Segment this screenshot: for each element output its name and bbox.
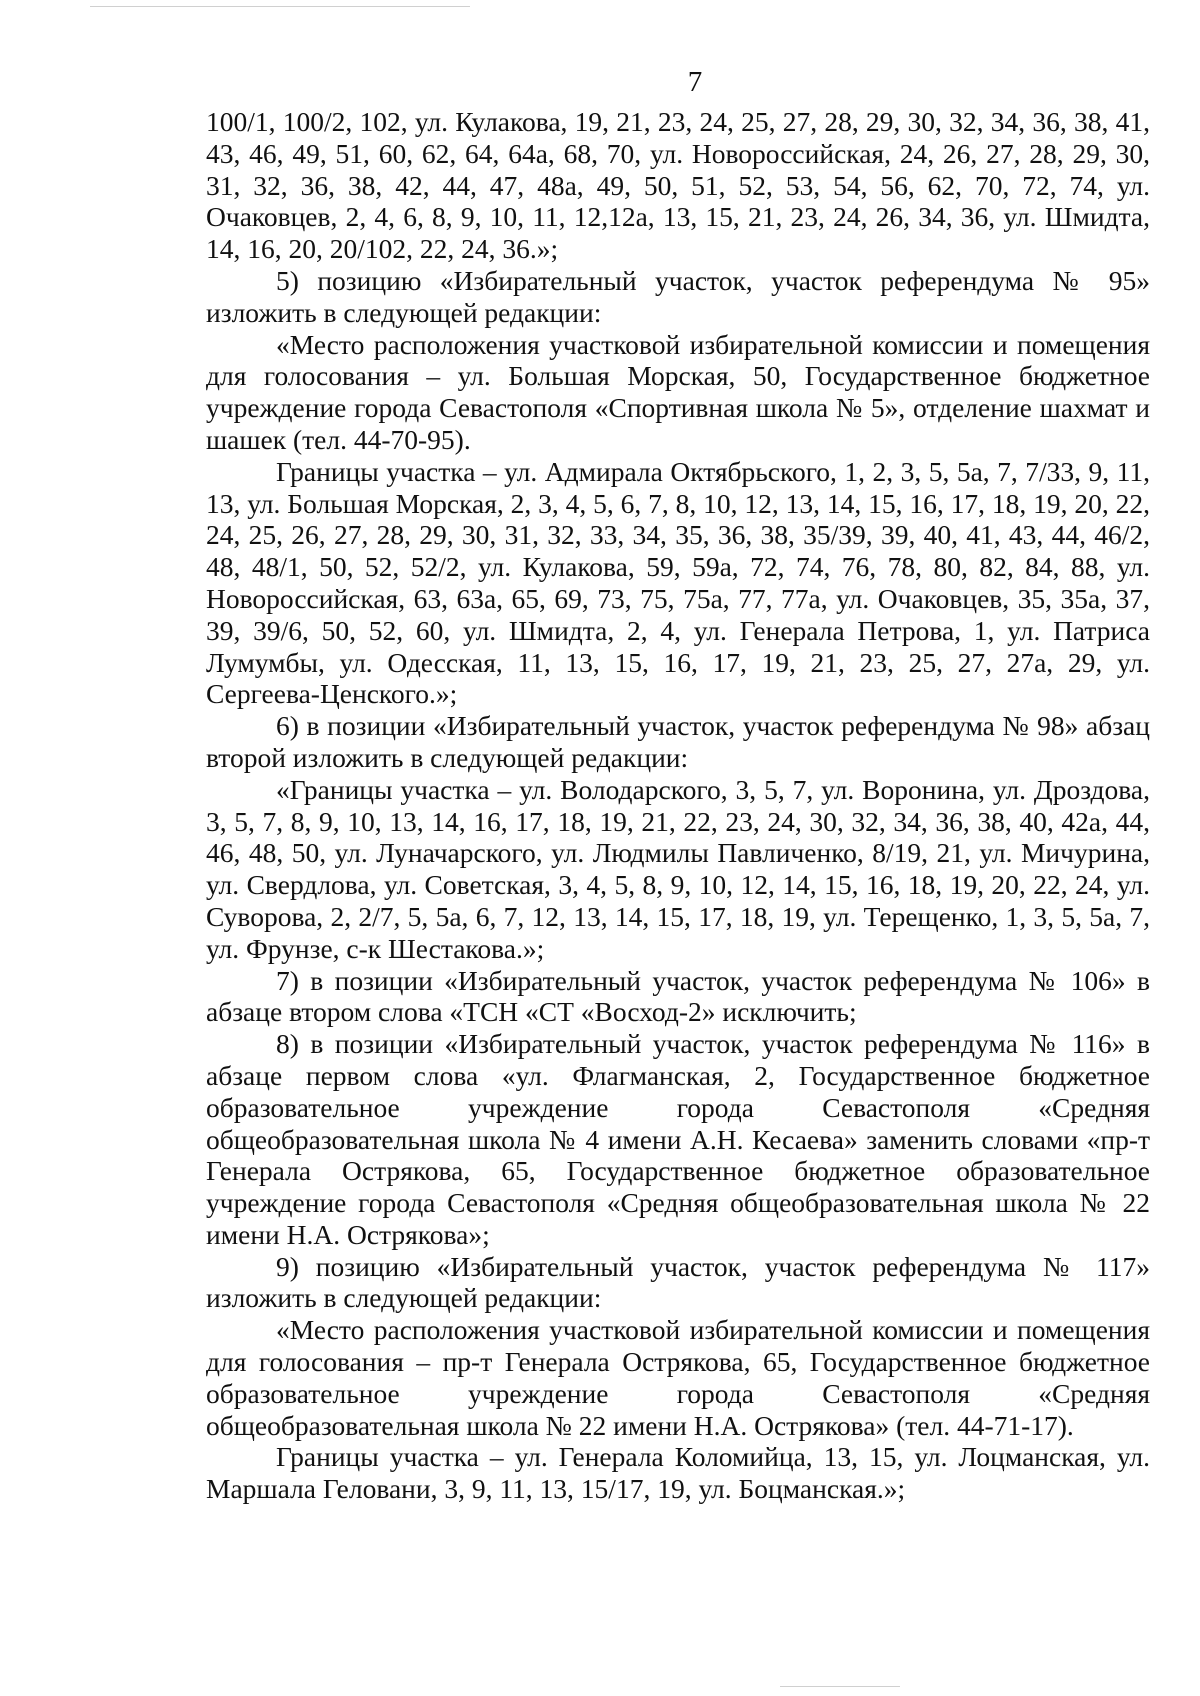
paragraph-location-117: «Место расположения участковой избирательной комиссии и помещения для голосования – пр-т Генерала Острякова, 65, Государственное бюджетное образовательное учреждение города Севастополя «Средняя общеобразовательная школа № 22 имени Н.А. Острякова» (тел. 44-71-17). <box>206 1314 1150 1441</box>
document-body <box>206 106 1150 1505</box>
page-number: 7 <box>687 66 703 98</box>
paragraph-location-95: «Место расположения участковой избирательной комиссии и помещения для голосования – ул. Большая Морская, 50, Государственное бюджетное учреждение города Севастополя «Спортивная школа № 5», отделение шахмат и шашек (тел. 44-70-95). <box>206 328 1150 455</box>
scan-artifact-bottom <box>780 1686 900 1687</box>
paragraph-item-8: 8) в позиции «Избирательный участок, участок референдума № 116» в абзаце первом слова «ул. Флагманская, 2, Государственное бюджетное образовательное учреждение города Севастополя «Средняя общеобразовательная школа № 4 имени А.Н. Кесаева» заменить словами «пр-т Генерала Острякова, 65, Государственное бюджетное образовательное учреждение города Севастополя «Средняя общеобразовательная школа № 22 имени Н.А. Острякова»; <box>206 1028 1150 1250</box>
paragraph-item-5: 5) позицию «Избирательный участок, участок референдума № 95» изложить в следующей редакции: <box>206 264 1150 328</box>
paragraph-boundaries-117: Границы участка – ул. Генерала Коломийца, 13, 15, ул. Лоцманская, ул. Маршала Геловани, 3, 9, 11, 13, 15/17, 19, ул. Боцманская.»; <box>206 1441 1150 1505</box>
paragraph-item-7: 7) в позиции «Избирательный участок, участок референдума № 106» в абзаце втором слова «ТСН «СТ «Восход-2» исключить; <box>206 964 1150 1028</box>
paragraph-boundaries-98: «Границы участка – ул. Володарского, 3, 5, 7, ул. Воронина, ул. Дроздова, 3, 5, 7, 8, 9, 10, 13, 14, 16, 17, 18, 19, 21, 22, 23, 24, 30, 32, 34, 36, 38, 40, 42а, 44, 46, 48, 50, ул. Луначарского, ул. Людмилы Павличенко, 8/19, 21, ул. Мичурина, ул. Свердлова, ул. Советская, 3, 4, 5, 8, 9, 10, 12, 14, 15, 16, 18, 19, 20, 22, 24, ул. Суворова, 2, 2/7, 5, 5а, 6, 7, 12, 13, 14, 15, 17, 18, 19, ул. Терещенко, 1, 3, 5, 5а, 7, ул. Фрунзе, с-к Шестакова.»; <box>206 773 1150 964</box>
paragraph-boundaries-95: Границы участка – ул. Адмирала Октябрьского, 1, 2, 3, 5, 5а, 7, 7/33, 9, 11, 13, ул. Большая Морская, 2, 3, 4, 5, 6, 7, 8, 10, 12, 13, 14, 15, 16, 17, 18, 19, 20, 22, 24, 25, 26, 27, 28, 29, 30, 31, 32, 33, 34, 35, 36, 38, 35/39, 39, 40, 41, 43, 44, 46/2, 48, 48/1, 50, 52, 52/2, ул. Кулакова, 59, 59а, 72, 74, 76, 78, 80, 82, 84, 88, ул. Новороссийская, 63, 63а, 65, 69, 73, 75, 75а, 77, 77а, ул. Очаковцев, 35, 35а, 37, 39, 39/6, 50, 52, 60, ул. Шмидта, 2, 4, ул. Генерала Петрова, 1, ул. Патриса Лумумбы, ул. Одесская, 11, 13, 15, 16, 17, 19, 21, 23, 25, 27, 27а, 29, ул. Сергеева-Ценского.»; <box>206 455 1151 710</box>
paragraph-continuation: 100/1, 100/2, 102, ул. Кулакова, 19, 21, 23, 24, 25, 27, 28, 29, 30, 32, 34, 36, 38, 41, 43, 46, 49, 51, 60, 62, 64, 64а, 68, 70, ул. Новороссийская, 24, 26, 27, 28, 29, 30, 31, 32, 36, 38, 42, 44, 47, 48а, 49, 50, 51, 52, 53, 54, 56, 62, 70, 72, 74, ул. Очаковцев, 2, 4, 6, 8, 9, 10, 11, 12,12а, 13, 15, 21, 23, 24, 26, 34, 36, ул. Шмидта, 14, 16, 20, 20/102, 22, 24, 36.»; <box>206 106 1150 265</box>
paragraph-item-6: 6) в позиции «Избирательный участок, участок референдума № 98» абзац второй изложить в следующей редакции: <box>206 710 1150 773</box>
paragraph-item-9: 9) позицию «Избирательный участок, участок референдума № 117» изложить в следующей редакции: <box>206 1250 1150 1314</box>
scan-artifact-top <box>90 6 470 7</box>
